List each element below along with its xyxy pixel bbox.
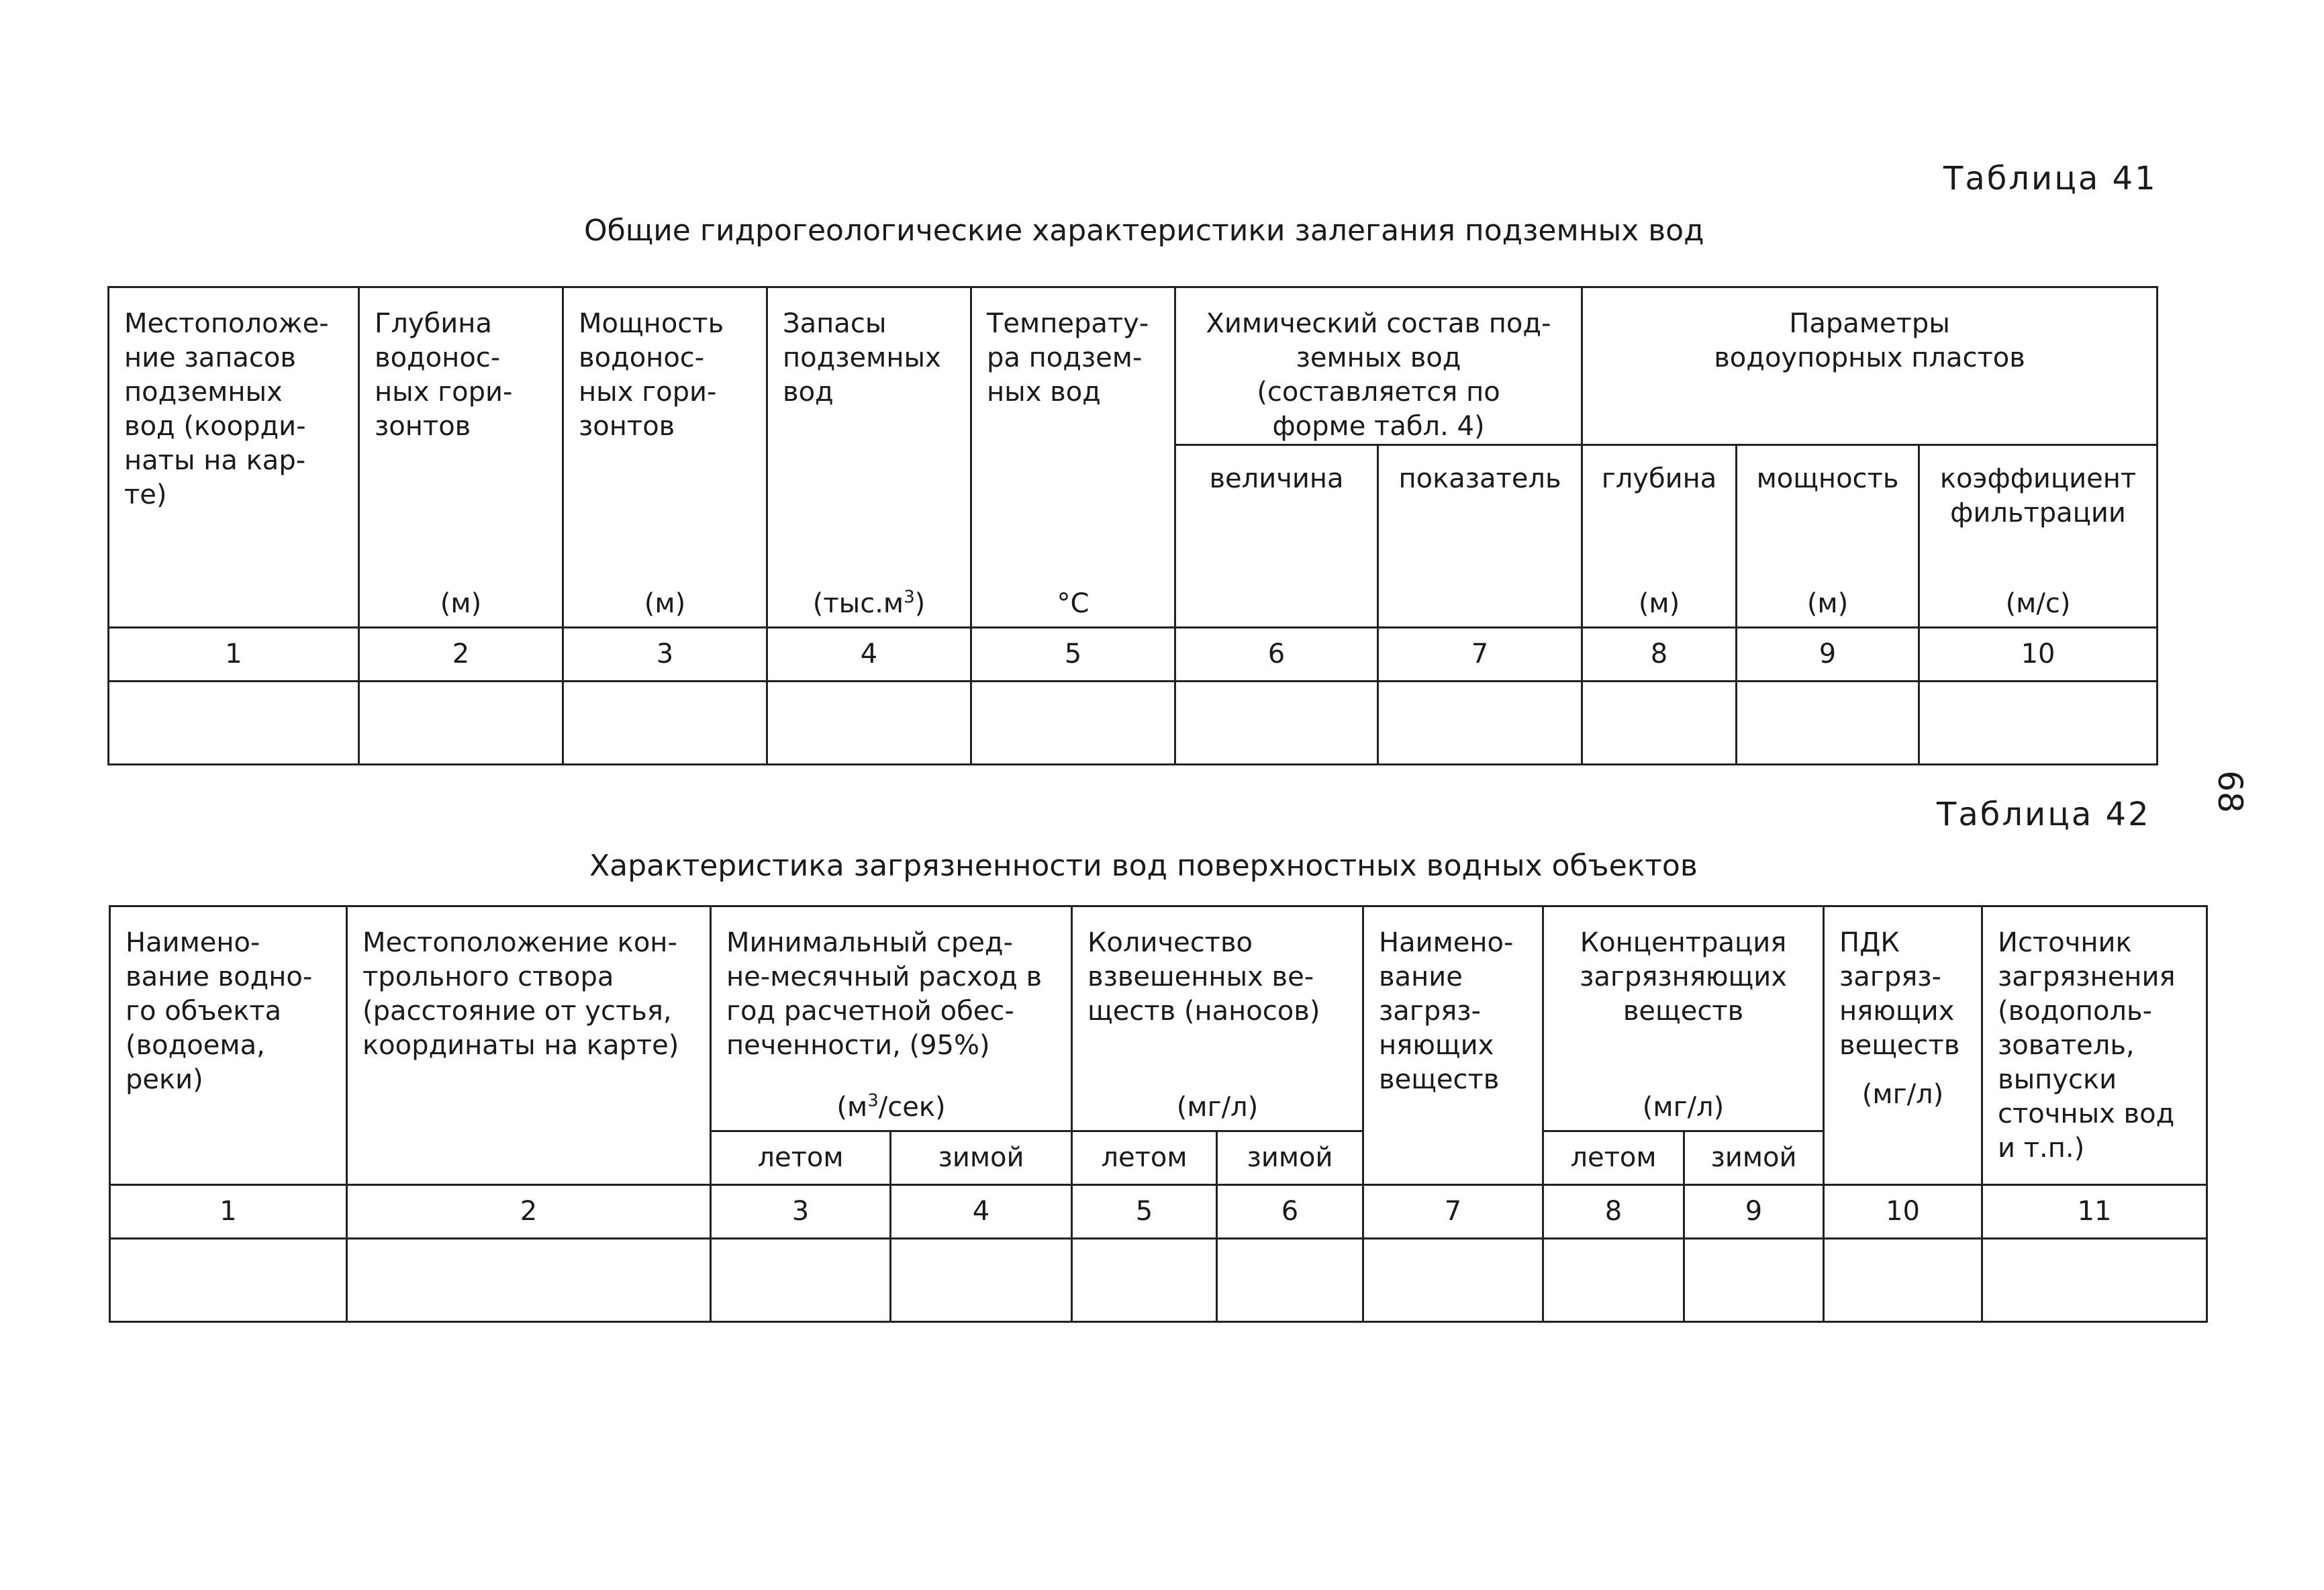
t41-colnum: 8	[1582, 628, 1737, 682]
t42-empty-cell	[1363, 1239, 1543, 1322]
t42-header-flow-group: Минимальный сред- не-месячный расход в год расчетной обес- печенности, (95%) $(м^3/сек)$	[711, 906, 1072, 1131]
t41-empty-cell	[1582, 682, 1737, 765]
t41-column-number-row	[109, 628, 2158, 682]
t42-colnum: 8	[1543, 1185, 1684, 1239]
t42-empty-cell	[1217, 1239, 1363, 1322]
t41-header-chem-index: показатель	[1378, 445, 1582, 628]
t41-header-temperature: Температу- ра подзем- ных вод °С	[971, 287, 1175, 628]
t42-colnum: 9	[1684, 1185, 1824, 1239]
t41-header-depth: Глубина водонос- ных гори- зонтов (м)	[359, 287, 563, 628]
t42-unit-flow: $(м^3/сек)$	[836, 1090, 946, 1123]
t42-empty-row	[110, 1239, 2207, 1322]
t42-header-conc-winter: зимой	[1684, 1131, 1824, 1185]
t41-header-thickness: Мощность водонос- ных гори- зонтов (м)	[563, 287, 767, 628]
t41-empty-cell	[767, 682, 971, 765]
t41-unit-reserves: $(тыс.м^3)$	[812, 587, 926, 619]
table42-label: Таблица 42	[1937, 796, 2151, 833]
t42-colnum: 4	[891, 1185, 1072, 1239]
t42-colnum: 7	[1363, 1185, 1543, 1239]
t42-unit-concentration: (мг/л)	[1642, 1092, 1725, 1123]
t41-header-layer-depth: глубина (м)	[1582, 445, 1737, 628]
t41-unit-layer-depth: (м)	[1638, 588, 1680, 619]
table41	[107, 286, 2158, 765]
t41-empty-cell	[563, 682, 767, 765]
t41-colnum: 9	[1737, 628, 1919, 682]
t41-colnum: 1	[109, 628, 359, 682]
t41-empty-cell	[1919, 682, 2158, 765]
t42-header-suspended-group: Количество взвешенных ве- ществ (наносов) (мг/л)	[1072, 906, 1363, 1131]
t42-empty-cell	[1543, 1239, 1684, 1322]
t41-unit-depth: (м)	[440, 588, 482, 619]
t41-unit-temperature: °С	[1057, 588, 1090, 619]
t42-unit-suspended: (мг/л)	[1176, 1092, 1259, 1123]
t41-empty-cell	[1175, 682, 1378, 765]
table42-title: Характеристика загрязненности вод поверхностных водных объектов	[589, 849, 1698, 883]
t42-header-flow-winter: зимой	[891, 1131, 1072, 1185]
t42-empty-cell	[110, 1239, 347, 1322]
t41-colnum: 3	[563, 628, 767, 682]
t42-empty-cell	[711, 1239, 891, 1322]
t42-empty-cell	[1072, 1239, 1217, 1322]
t41-header-chem-value: величина	[1175, 445, 1378, 628]
t42-empty-cell	[1982, 1239, 2207, 1322]
t42-unit-mpc: (мг/л)	[1861, 1079, 1944, 1110]
t42-header-conc-summer: летом	[1543, 1131, 1684, 1185]
t42-empty-cell	[1824, 1239, 1982, 1322]
t41-colnum: 10	[1919, 628, 2158, 682]
t41-colnum: 5	[971, 628, 1175, 682]
t41-empty-cell	[359, 682, 563, 765]
table41-label: Таблица 41	[1943, 160, 2158, 197]
t42-empty-cell	[1684, 1239, 1824, 1322]
t41-header-location: Местоположе- ние запасов подземных вод (коорди- наты на кар- те)	[109, 287, 359, 628]
t41-header-filtration: коэффициент фильтрации (м/с)	[1919, 445, 2158, 628]
t42-empty-cell	[347, 1239, 711, 1322]
t41-empty-cell	[1378, 682, 1582, 765]
t42-header-source: Источник загрязнения (водополь- зователь, выпуски сточных вод и т.п.)	[1982, 906, 2207, 1185]
t42-colnum: 11	[1982, 1185, 2207, 1239]
t41-colnum: 2	[359, 628, 563, 682]
t41-empty-cell	[971, 682, 1175, 765]
t42-empty-cell	[891, 1239, 1072, 1322]
page-number: 68	[2210, 770, 2249, 813]
t42-header-pollutant-name: Наимено- вание загряз- няющих веществ	[1363, 906, 1543, 1185]
t41-unit-thickness: (м)	[644, 588, 686, 619]
t42-colnum: 5	[1072, 1185, 1217, 1239]
t42-header-water-object: Наимено- вание водно- го объекта (водоема, реки)	[110, 906, 347, 1185]
t42-colnum: 10	[1824, 1185, 1982, 1239]
t42-header-susp-winter: зимой	[1217, 1131, 1363, 1185]
t42-column-number-row	[110, 1185, 2207, 1239]
t42-colnum: 1	[110, 1185, 347, 1239]
t41-header-params-group: Параметры водоупорных пластов	[1582, 287, 2158, 445]
t41-colnum: 4	[767, 628, 971, 682]
table42	[109, 905, 2208, 1323]
t42-header-location: Местоположение кон- трольного створа (расстояние от устья, координаты на карте)	[347, 906, 711, 1185]
t42-colnum: 3	[711, 1185, 891, 1239]
t41-empty-row	[109, 682, 2158, 765]
t42-header-flow-summer: летом	[711, 1131, 891, 1185]
t41-header-reserves: Запасы подземных вод $(тыс.м^3)$	[767, 287, 971, 628]
t42-header-concentration-group: Концентрация загрязняющих веществ (мг/л)	[1543, 906, 1824, 1131]
t41-header-chemical-group: Химический состав под- земных вод (составляется по форме табл. 4)	[1175, 287, 1582, 445]
t42-header-susp-summer: летом	[1072, 1131, 1217, 1185]
table41-title: Общие гидрогеологические характеристики залегания подземных вод	[584, 214, 1704, 248]
t41-empty-cell	[1737, 682, 1919, 765]
t41-header-layer-thickness: мощность (м)	[1737, 445, 1919, 628]
t41-colnum: 7	[1378, 628, 1582, 682]
t41-colnum: 6	[1175, 628, 1378, 682]
t41-unit-layer-thickness: (м)	[1806, 588, 1849, 619]
t41-empty-cell	[109, 682, 359, 765]
t42-colnum: 6	[1217, 1185, 1363, 1239]
t42-header-mpc: ПДК загряз- няющих веществ (мг/л)	[1824, 906, 1982, 1185]
t41-unit-filtration: (м/с)	[2005, 588, 2071, 619]
t42-colnum: 2	[347, 1185, 711, 1239]
